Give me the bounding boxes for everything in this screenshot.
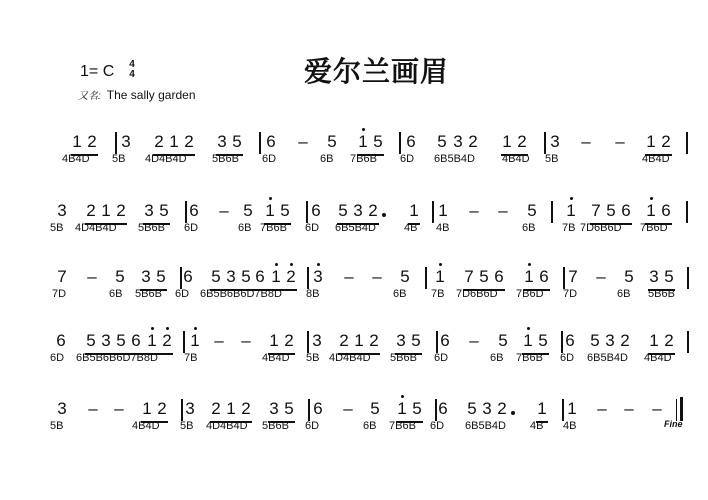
octave-dot: [401, 395, 404, 398]
dash-hold: –: [88, 399, 98, 418]
note: 1: [354, 331, 364, 350]
time-signature-bottom: 4: [129, 69, 135, 80]
note: 6: [440, 331, 450, 350]
hole-label: 6B5B4D: [587, 352, 628, 364]
note: 2: [468, 132, 478, 151]
bar-line: [115, 132, 117, 154]
note: 5: [159, 201, 169, 220]
notation-line: [0, 253, 708, 287]
bar-line: [563, 267, 565, 289]
note: 5: [243, 201, 253, 220]
hole-label: 4D4B4D: [145, 153, 187, 165]
note: 5: [241, 267, 251, 286]
note: 7: [464, 267, 474, 286]
hole-label: 4D4B4D: [329, 352, 371, 364]
note: 5: [280, 201, 290, 220]
bar-line: [544, 132, 546, 154]
note: 6: [661, 201, 671, 220]
harmonica-key-line: [0, 221, 708, 237]
hole-label: 7B6B: [516, 352, 543, 364]
note: 7: [568, 267, 578, 286]
hole-label: 8B: [306, 288, 320, 300]
bar-line: [686, 132, 688, 154]
hole-label: 6D: [184, 222, 199, 234]
hole-label: 7B: [562, 222, 576, 234]
note: 5: [86, 331, 96, 350]
note: 5: [590, 331, 600, 350]
notation-line: [0, 385, 708, 419]
hole-label: 7D: [563, 288, 578, 300]
augmentation-dot: [382, 213, 386, 217]
note: 2: [211, 399, 221, 418]
hole-label: 6B5B6B6D7B8D: [76, 352, 158, 364]
note: 1: [101, 201, 111, 220]
note: 5: [116, 331, 126, 350]
bar-line: [259, 132, 261, 154]
dash-hold: –: [615, 132, 625, 151]
note: 3: [649, 267, 659, 286]
hole-label: 5B6B: [135, 288, 162, 300]
note: 5: [498, 331, 508, 350]
hole-label: 6B: [522, 222, 536, 234]
note: 1: [358, 132, 368, 151]
note: 7: [57, 267, 67, 286]
hole-label: 5B: [545, 153, 559, 165]
hole-label: 5B6B: [390, 352, 417, 364]
note: 5: [538, 331, 548, 350]
bar-line: [306, 201, 308, 223]
dash-hold: –: [344, 267, 354, 286]
bar-line: [551, 201, 553, 223]
dash-hold: –: [469, 201, 479, 220]
dash-hold: –: [87, 267, 97, 286]
alias-label: 又名:: [78, 91, 101, 102]
hole-label: 6D: [175, 288, 190, 300]
note: 3: [226, 267, 236, 286]
hole-label: 4B4D: [502, 153, 530, 165]
hole-label: 4B4D: [262, 352, 290, 364]
note: 1: [523, 331, 533, 350]
hole-label: 6D: [434, 352, 449, 364]
dash-hold: –: [114, 399, 124, 418]
note: 1: [409, 201, 419, 220]
bar-line: [687, 331, 689, 353]
note: 5: [370, 399, 380, 418]
hole-label: 7D: [52, 288, 67, 300]
note: 1: [226, 399, 236, 418]
note: 3: [144, 201, 154, 220]
note: 6: [621, 201, 631, 220]
hole-label: 4B4D: [132, 420, 160, 432]
note: 2: [284, 331, 294, 350]
note: 3: [353, 201, 363, 220]
note: 1: [649, 331, 659, 350]
dash-hold: –: [241, 331, 251, 350]
hole-label: 6D: [560, 352, 575, 364]
note: 2: [339, 331, 349, 350]
note: 5: [400, 267, 410, 286]
note: 1: [524, 267, 534, 286]
final-bar-line: [680, 397, 683, 421]
dash-hold: –: [498, 201, 508, 220]
note: 6: [494, 267, 504, 286]
bar-line: [307, 331, 309, 353]
note: 1: [147, 331, 157, 350]
alias-text: The sally garden: [106, 88, 196, 102]
hole-label: 5B: [180, 420, 194, 432]
note: 5: [373, 132, 383, 151]
hole-label: 6B5B4D: [434, 153, 475, 165]
note: 6: [189, 201, 199, 220]
bar-line: [181, 399, 183, 421]
note: 3: [269, 399, 279, 418]
hole-label: 4B: [530, 420, 544, 432]
note: 3: [396, 331, 406, 350]
hole-label: 5B: [50, 222, 64, 234]
bar-line: [686, 201, 688, 223]
bar-line: [183, 331, 185, 353]
hole-label: 7B6B: [350, 153, 377, 165]
octave-dot: [166, 327, 169, 330]
hole-label: 6B: [393, 288, 407, 300]
note: 1: [567, 399, 577, 418]
note: 5: [411, 331, 421, 350]
hole-label: 6D: [262, 153, 277, 165]
note: 5: [284, 399, 294, 418]
hole-label: 6D: [430, 420, 445, 432]
hole-label: 4B: [563, 420, 577, 432]
note: 1: [269, 331, 279, 350]
final-bar-line-thin: [676, 399, 677, 421]
note: 6: [131, 331, 141, 350]
note: 2: [286, 267, 296, 286]
note: 3: [313, 267, 323, 286]
note: 5: [606, 201, 616, 220]
dash-hold: –: [652, 399, 662, 418]
hole-label: 5B: [50, 420, 64, 432]
bar-line: [425, 267, 427, 289]
dash-hold: –: [372, 267, 382, 286]
hole-label: 6D: [400, 153, 415, 165]
hole-label: 7D6B6D: [580, 222, 622, 234]
octave-dot: [570, 197, 573, 200]
alias-line: [78, 87, 196, 102]
hole-label: 5B: [306, 352, 320, 364]
note: 3: [605, 331, 615, 350]
note: 7: [591, 201, 601, 220]
song-title: 爱尔兰画眉: [304, 55, 450, 88]
note: 3: [121, 132, 131, 151]
hole-label: 7B: [431, 288, 445, 300]
note: 5: [412, 399, 422, 418]
time-signature-top: 4: [129, 59, 135, 70]
note: 1: [435, 267, 445, 286]
note: 6: [311, 201, 321, 220]
note: 2: [620, 331, 630, 350]
hole-label: 5B6B: [648, 288, 675, 300]
note: 1: [646, 201, 656, 220]
note: 2: [369, 331, 379, 350]
hole-label: 4B4D: [62, 153, 90, 165]
note: 3: [101, 331, 111, 350]
notation-line: [0, 317, 708, 351]
hole-label: 6B: [490, 352, 504, 364]
hole-label: 6B: [363, 420, 377, 432]
hole-label: 7B6B: [260, 222, 287, 234]
bar-line: [399, 132, 401, 154]
hole-label: 6B: [617, 288, 631, 300]
hole-label: 7B6D: [640, 222, 668, 234]
bar-line: [687, 267, 689, 289]
dash-hold: –: [343, 399, 353, 418]
dash-hold: –: [298, 132, 308, 151]
note: 2: [162, 331, 172, 350]
note: 1: [537, 399, 547, 418]
hole-label: 7B6B: [389, 420, 416, 432]
octave-dot: [527, 327, 530, 330]
hole-label: 7B6D: [516, 288, 544, 300]
note: 5: [624, 267, 634, 286]
note: 5: [467, 399, 477, 418]
note: 2: [661, 132, 671, 151]
note: 1: [190, 331, 200, 350]
hole-label: 5B6B: [138, 222, 165, 234]
note: 3: [312, 331, 322, 350]
octave-dot: [362, 128, 365, 131]
note: 3: [185, 399, 195, 418]
bar-line: [185, 201, 187, 223]
octave-dot: [528, 263, 531, 266]
note: 6: [313, 399, 323, 418]
note: 1: [646, 132, 656, 151]
note: 3: [141, 267, 151, 286]
note: 2: [368, 201, 378, 220]
note: 2: [154, 132, 164, 151]
hole-label: 5B: [112, 153, 126, 165]
bar-line: [308, 399, 310, 421]
note: 2: [86, 201, 96, 220]
octave-dot: [269, 197, 272, 200]
note: 5: [211, 267, 221, 286]
hole-label: 6D: [50, 352, 65, 364]
hole-label: 7B: [184, 352, 198, 364]
hole-label: 4B4D: [644, 352, 672, 364]
note: 6: [266, 132, 276, 151]
hole-label: 6B5B4D: [465, 420, 506, 432]
hole-label: 5B6B: [212, 153, 239, 165]
note: 2: [157, 399, 167, 418]
note: 1: [169, 132, 179, 151]
octave-dot: [317, 263, 320, 266]
note: 5: [527, 201, 537, 220]
note: 2: [664, 331, 674, 350]
hole-label: 6B5B6B6D7B8D: [200, 288, 282, 300]
note: 2: [241, 399, 251, 418]
augmentation-dot: [511, 411, 515, 415]
bar-line: [432, 201, 434, 223]
note: 3: [482, 399, 492, 418]
hole-label: 4B4D: [642, 153, 670, 165]
dash-hold: –: [214, 331, 224, 350]
hole-label: 6D: [305, 222, 320, 234]
hole-label: 4B: [404, 222, 418, 234]
note: 5: [232, 132, 242, 151]
harmonica-key-line: [0, 287, 708, 303]
key-signature: 1= C: [80, 63, 115, 80]
octave-dot: [290, 263, 293, 266]
note: 2: [517, 132, 527, 151]
hole-label: 4D4B4D: [206, 420, 248, 432]
hole-label: 4B: [436, 222, 450, 234]
note: 5: [479, 267, 489, 286]
note: 2: [116, 201, 126, 220]
harmonica-key-line: [0, 351, 708, 367]
note: 1: [271, 267, 281, 286]
note: 1: [438, 201, 448, 220]
note: 3: [453, 132, 463, 151]
dash-hold: –: [219, 201, 229, 220]
dash-hold: –: [624, 399, 634, 418]
note: 1: [502, 132, 512, 151]
dash-hold: –: [596, 267, 606, 286]
time-signature: [126, 60, 138, 80]
note: 6: [438, 399, 448, 418]
hole-label: 6B: [109, 288, 123, 300]
note: 6: [56, 331, 66, 350]
harmonica-key-line: [0, 419, 708, 435]
note: 2: [184, 132, 194, 151]
note: 5: [327, 132, 337, 151]
note: 1: [265, 201, 275, 220]
note: 1: [142, 399, 152, 418]
octave-dot: [650, 197, 653, 200]
dash-hold: –: [469, 331, 479, 350]
note: 5: [437, 132, 447, 151]
note: 1: [397, 399, 407, 418]
octave-dot: [275, 263, 278, 266]
notation-line: [0, 187, 708, 221]
note: 6: [183, 267, 193, 286]
octave-dot: [194, 327, 197, 330]
note: 3: [57, 399, 67, 418]
note: 2: [87, 132, 97, 151]
bar-line: [307, 267, 309, 289]
hole-label: 6D: [305, 420, 320, 432]
note: 6: [406, 132, 416, 151]
octave-dot: [439, 263, 442, 266]
hole-label: 5B6B: [262, 420, 289, 432]
hole-label: 4D4B4D: [75, 222, 117, 234]
octave-dot: [151, 327, 154, 330]
note: 5: [664, 267, 674, 286]
hole-label: 6B5B4D: [335, 222, 376, 234]
note: 3: [57, 201, 67, 220]
hole-label: 6B: [238, 222, 252, 234]
note: 5: [338, 201, 348, 220]
harmonica-key-line: [0, 152, 708, 168]
dash-hold: –: [581, 132, 591, 151]
note: 2: [497, 399, 507, 418]
note: 1: [566, 201, 576, 220]
hole-label: 7D6B6D: [456, 288, 498, 300]
dash-hold: –: [597, 399, 607, 418]
notation-line: [0, 118, 708, 152]
hole-label: 6B: [320, 153, 334, 165]
note: 6: [539, 267, 549, 286]
fine-label: Fine: [664, 419, 683, 429]
note: 6: [565, 331, 575, 350]
bar-line: [561, 331, 563, 353]
note: 1: [72, 132, 82, 151]
note: 6: [255, 267, 265, 286]
note: 5: [115, 267, 125, 286]
bar-line: [436, 331, 438, 353]
note: 5: [156, 267, 166, 286]
note: 3: [550, 132, 560, 151]
note: 3: [217, 132, 227, 151]
bar-line: [562, 399, 564, 421]
